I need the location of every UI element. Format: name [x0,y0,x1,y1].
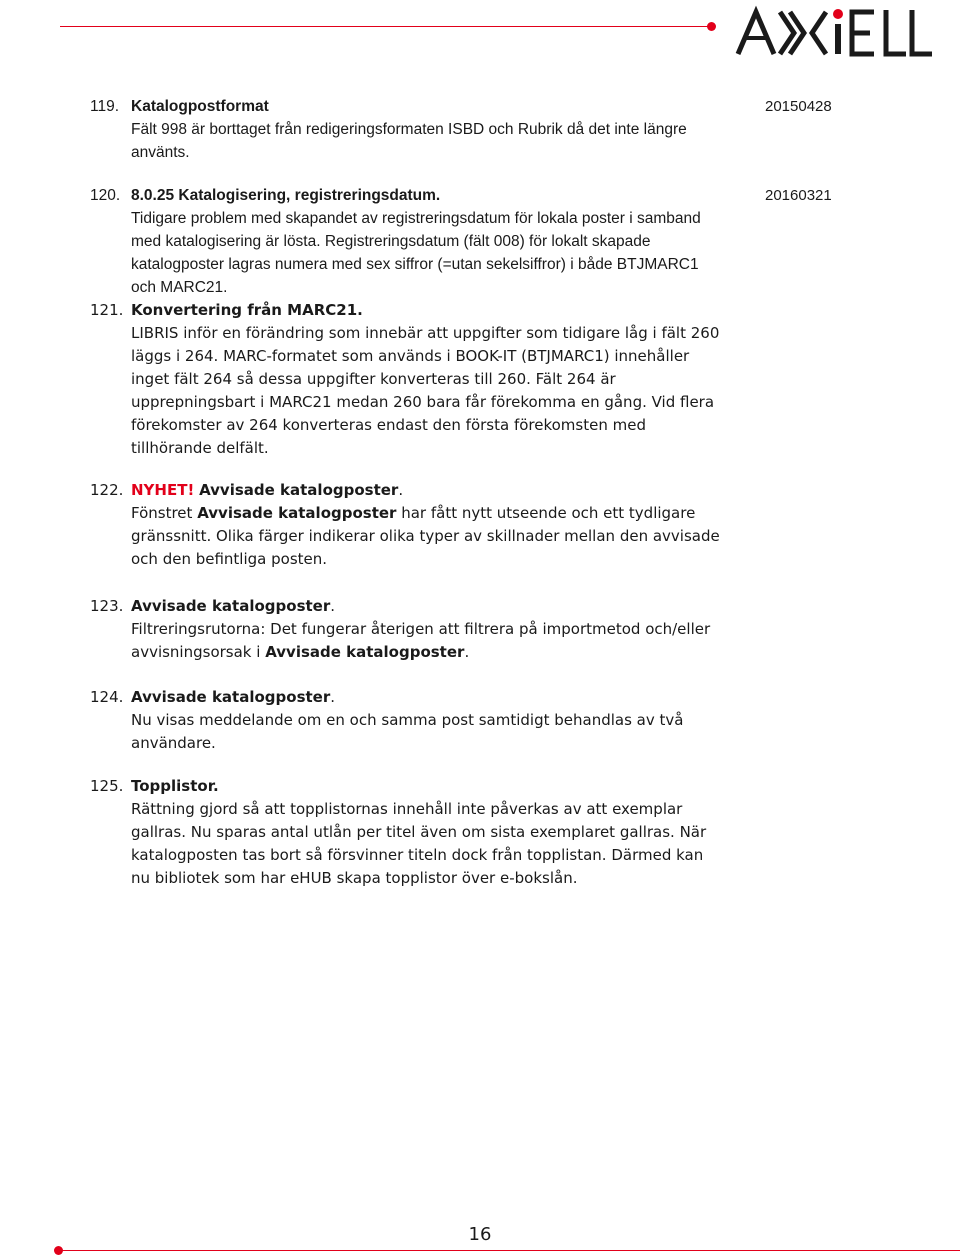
item-body [131,479,721,571]
item-text: Filtreringsrutorna: Det fungerar återigen att filtrera på importmetod och/eller avvisningsorsak i Avvisade katalogposter. [131,620,711,661]
item-date: 20160321 [765,187,832,204]
item-body [131,686,721,755]
item-text: Rättning gjord så att topplistornas innehåll inte påverkas av att exemplar gallras. Nu sparas antal utlån per titel även om sista exemplaret gallras. När katalogposten tas bort så försvinner titeln dock från topplistan. Därmed kan nu bibliotek som har eHUB skapa topplistor över e-bokslån. [131,800,707,887]
axiell-logo [734,4,934,59]
item-number: 125. [90,777,124,795]
item-body [131,95,721,164]
item-text: Fält 998 är borttaget från redigeringsformaten ISBD och Rubrik då det inte längre använts. [131,121,687,161]
item-text: Fönstret Avvisade katalogposter har fått nytt utseende och ett tydligare gränssnitt. Olika färger indikerar olika typer av skillnader mellan den avvisade och den befintliga posten. [131,504,720,568]
item-text: Tidigare problem med skapandet av registreringsdatum för lokala poster i samband med katalogisering är lösta. Registreringsdatum (fält 008) för lokalt skapade katalogposter lagras numera med sex siffror (=utan sekelsiffror) i både BTJMARC1 och MARC21. [131,210,701,296]
header-rule [60,26,712,27]
item-number: 124. [90,688,124,706]
item-text: LIBRIS inför en förändring som innebär att uppgifter som tidigare låg i fält 260 läggs i 264. MARC-formatet som används i BOOK-IT (BTJMARC1) innehåller inget fält 264 så dessa uppgifter konverteras till 260. Fält 264 är upprepningsbart i MARC21 medan 260 bara får förekomma en gång. Vid flera förekomster av 264 konverteras endast den första förekomsten med tillhörande delfält. [131,324,720,457]
footer-rule-dot [54,1246,63,1255]
item-title: 8.0.25 Katalogisering, registreringsdatum. [131,187,441,204]
item-body [131,775,721,890]
item-date: 20150428 [765,98,832,115]
item-title: Topplistor. [131,777,219,795]
item-title: Konvertering från MARC21. [131,301,363,319]
item-body [131,184,721,299]
item-title: Avvisade katalogposter. [131,688,336,706]
item-number: 121. [90,301,124,319]
item-body [131,299,721,460]
item-title: Katalogpostformat [131,98,269,115]
item-number: 122. [90,481,124,499]
item-number: 123. [90,597,124,615]
header-rule-dot [707,22,716,31]
item-text: Nu visas meddelande om en och samma post samtidigt behandlas av två användare. [131,711,684,752]
item-title: Avvisade katalogposter. [131,597,336,615]
item-number: 120. [90,187,121,204]
footer-rule [62,1250,960,1251]
new-badge: NYHET! [131,481,195,499]
page-number: 16 [468,1224,492,1245]
item-body [131,595,721,664]
item-number: 119. [90,98,120,115]
item-title: NYHET! Avvisade katalogposter. [131,481,404,499]
